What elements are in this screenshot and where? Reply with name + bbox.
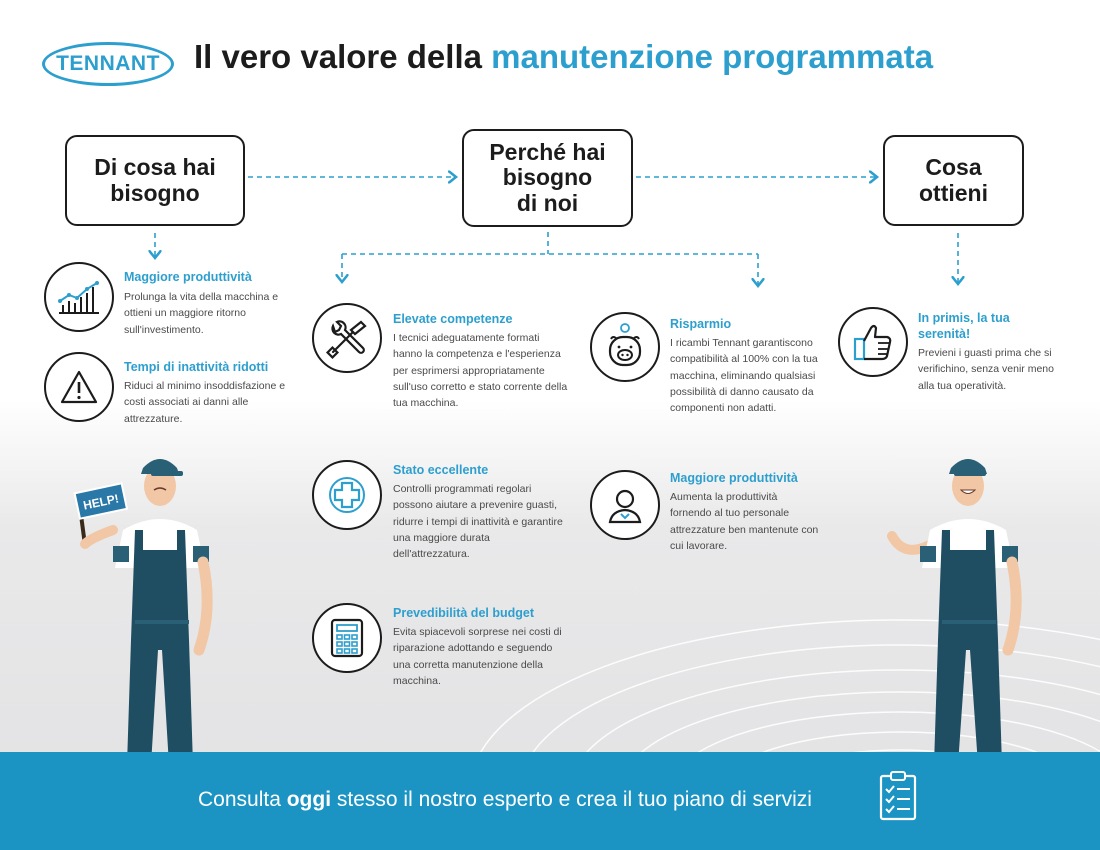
get-item-title-1: In primis, la tua serenità!	[918, 311, 1010, 342]
piggy-bank-icon	[590, 312, 660, 382]
box-get: Cosa ottieni	[883, 135, 1024, 226]
footer-cta-text: Consulta oggi stesso il nostro esperto e crea il tuo piano di servizi	[198, 788, 812, 811]
why-item-text-1: I tecnici adeguatamente formati hanno la competenza e l'esperienza per esprimersi appropriatamente sull'uso corretto e stato corrente della tua macchina.	[393, 332, 568, 410]
page-title: Il vero valore della manutenzione programmata	[194, 38, 934, 75]
worker-illustration-left	[65, 450, 235, 785]
box-need: Di cosa hai bisogno	[65, 135, 245, 226]
get-item-text-1: Previeni i guasti prima che si verifichino, senza venir meno alla tua operatività.	[918, 347, 1054, 392]
growth-chart-icon	[44, 262, 114, 332]
checklist-icon	[878, 770, 918, 822]
why-item-text-3: Evita spiacevoli sorprese nei costi di riparazione adottando e seguendo una corretta manutenzione della macchina.	[393, 626, 562, 687]
need-item-title-1: Maggiore produttività	[124, 270, 252, 284]
why-item-title-2: Stato eccellente	[393, 463, 489, 477]
why-item-text-2: Controlli programmati regolari possono aiutare a prevenire guasti, ridurre i tempi di inattività e garantire una maggiore durata dell'attrezzatura.	[393, 483, 563, 561]
need-item-title-2: Tempi di inattività ridotti	[124, 360, 269, 374]
warning-icon	[44, 352, 114, 422]
tennant-logo: TENNANT	[42, 42, 174, 86]
why-item-title-1: Elevate competenze	[393, 312, 513, 326]
calculator-icon	[312, 603, 382, 673]
need-item-text-1: Prolunga la vita della macchina e ottieni un maggiore ritorno sull'investimento.	[124, 291, 279, 336]
why-item-title-4: Risparmio	[670, 317, 732, 331]
why-item-text-4: I ricambi Tennant garantiscono compatibilità al 100% con la tua macchina, eliminando qualsiasi possibilità di danno causato da componenti non adatti.	[670, 337, 818, 415]
worker-icon	[590, 470, 660, 540]
tools-icon	[312, 303, 382, 373]
need-item-text-2: Riduci al minimo insoddisfazione e costi associati ai danni alle attrezzature.	[124, 380, 286, 425]
why-item-title-5: Maggiore produttività	[670, 471, 798, 485]
box-why: Perché hai bisogno di noi	[462, 129, 633, 227]
worker-illustration-right	[870, 450, 1040, 785]
medical-cross-icon	[312, 460, 382, 530]
why-item-text-5: Aumenta la produttività fornendo al tuo personale attrezzature ben mantenute con cui lavorare.	[670, 491, 819, 552]
thumbs-up-icon	[838, 307, 908, 377]
why-item-title-3: Prevedibilità del budget	[393, 606, 534, 620]
help-sign-text: HELP!	[81, 491, 121, 513]
flow-connectors	[0, 0, 1100, 300]
